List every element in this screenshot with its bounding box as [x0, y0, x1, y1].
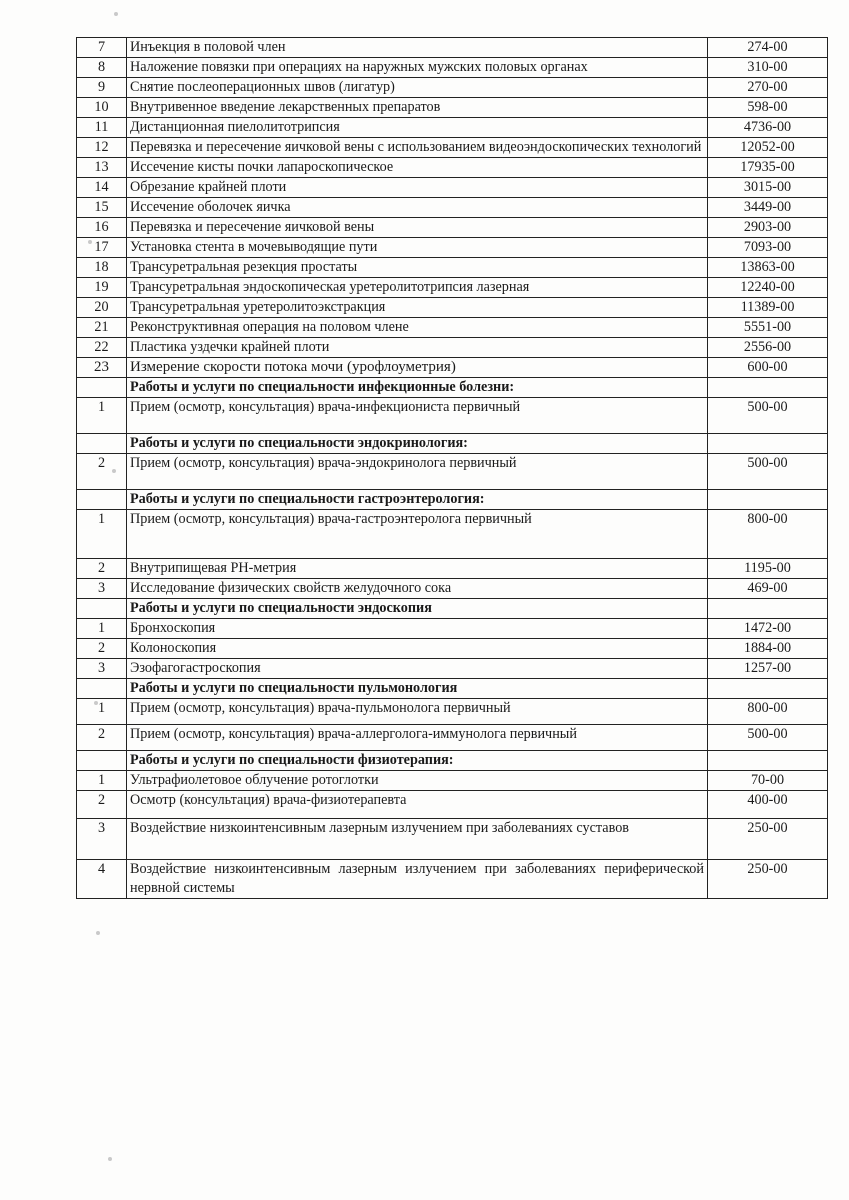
service-name: Пластика уздечки крайней плоти	[127, 338, 708, 358]
service-name: Трансуретральная уретеролитоэкстракция	[127, 298, 708, 318]
row-number: 1	[77, 771, 127, 791]
service-name: Иссечение оболочек яичка	[127, 198, 708, 218]
table-row	[77, 639, 828, 659]
service-name: Осмотр (консультация) врача-физиотерапевта	[127, 791, 708, 819]
service-name: Ультрафиолетовое облучение ротоглотки	[127, 771, 708, 791]
service-name: Эзофагогастроскопия	[127, 659, 708, 679]
row-number: 2	[77, 791, 127, 819]
section-title: Работы и услуги по специальности пульмонология	[127, 679, 708, 699]
table-row	[77, 358, 828, 378]
service-price	[708, 751, 828, 771]
row-number: 10	[77, 98, 127, 118]
service-price: 1884-00	[708, 639, 828, 659]
section-header-row	[77, 490, 828, 510]
table-row	[77, 725, 828, 751]
table-row	[77, 510, 828, 559]
section-header-row	[77, 751, 828, 771]
table-row	[77, 58, 828, 78]
section-title: Работы и услуги по специальности инфекционные болезни:	[127, 378, 708, 398]
service-name: Прием (осмотр, консультация) врача-инфекциониста первичный	[127, 398, 708, 434]
table-row	[77, 118, 828, 138]
table-row	[77, 659, 828, 679]
row-number	[77, 378, 127, 398]
service-name: Дистанционная пиелолитотрипсия	[127, 118, 708, 138]
table-row	[77, 699, 828, 725]
service-price: 250-00	[708, 819, 828, 860]
row-number: 11	[77, 118, 127, 138]
row-number: 2	[77, 559, 127, 579]
service-name: Перевязка и пересечение яичковой вены с использованием видеоэндоскопических технологий	[127, 138, 708, 158]
row-number: 13	[77, 158, 127, 178]
table-row	[77, 298, 828, 318]
table-row	[77, 398, 828, 434]
row-number: 1	[77, 619, 127, 639]
service-price	[708, 599, 828, 619]
table-row	[77, 218, 828, 238]
row-number: 15	[77, 198, 127, 218]
service-name: Воздействие низкоинтенсивным лазерным излучением при заболеваниях суставов	[127, 819, 708, 860]
service-name: Реконструктивная операция на половом члене	[127, 318, 708, 338]
service-name: Бронхоскопия	[127, 619, 708, 639]
table-row	[77, 198, 828, 218]
table-row	[77, 338, 828, 358]
row-number: 19	[77, 278, 127, 298]
service-price: 310-00	[708, 58, 828, 78]
service-price: 500-00	[708, 454, 828, 490]
service-price: 1472-00	[708, 619, 828, 639]
service-name: Прием (осмотр, консультация) врача-аллерголога-иммунолога первичный	[127, 725, 708, 751]
row-number: 1	[77, 398, 127, 434]
service-name: Внутрипищевая РН-метрия	[127, 559, 708, 579]
table-row	[77, 579, 828, 599]
section-header-row	[77, 599, 828, 619]
service-name: Измерение скорости потока мочи (урофлоуметрия)	[127, 358, 708, 378]
table-row	[77, 258, 828, 278]
section-header-row	[77, 378, 828, 398]
service-name: Прием (осмотр, консультация) врача-гастроэнтеролога первичный	[127, 510, 708, 559]
section-title: Работы и услуги по специальности гастроэнтерология:	[127, 490, 708, 510]
table-row	[77, 98, 828, 118]
scan-speck	[114, 12, 118, 16]
row-number	[77, 679, 127, 699]
section-title: Работы и услуги по специальности физиотерапия:	[127, 751, 708, 771]
service-price: 274-00	[708, 38, 828, 58]
service-price	[708, 378, 828, 398]
service-price: 800-00	[708, 510, 828, 559]
service-name: Колоноскопия	[127, 639, 708, 659]
row-number: 22	[77, 338, 127, 358]
service-price: 12052-00	[708, 138, 828, 158]
row-number: 2	[77, 725, 127, 751]
table-row	[77, 559, 828, 579]
section-title: Работы и услуги по специальности эндоскопия	[127, 599, 708, 619]
row-number: 18	[77, 258, 127, 278]
service-price: 11389-00	[708, 298, 828, 318]
table-row	[77, 860, 828, 899]
service-price: 469-00	[708, 579, 828, 599]
service-price: 12240-00	[708, 278, 828, 298]
service-name: Внутривенное введение лекарственных препаратов	[127, 98, 708, 118]
table-row	[77, 278, 828, 298]
row-number: 7	[77, 38, 127, 58]
row-number: 17	[77, 238, 127, 258]
service-price: 500-00	[708, 725, 828, 751]
row-number	[77, 599, 127, 619]
service-price: 2556-00	[708, 338, 828, 358]
service-name: Трансуретральная резекция простаты	[127, 258, 708, 278]
table-row	[77, 771, 828, 791]
service-name: Снятие послеоперационных швов (лигатур)	[127, 78, 708, 98]
price-table	[76, 37, 828, 899]
table-row	[77, 38, 828, 58]
row-number: 12	[77, 138, 127, 158]
service-name: Наложение повязки при операциях на наружных мужских половых органах	[127, 58, 708, 78]
service-price: 3449-00	[708, 198, 828, 218]
row-number: 23	[77, 358, 127, 378]
table-row	[77, 791, 828, 819]
section-header-row	[77, 434, 828, 454]
service-price	[708, 434, 828, 454]
service-price: 800-00	[708, 699, 828, 725]
scan-speck	[96, 931, 100, 935]
row-number: 8	[77, 58, 127, 78]
service-name: Установка стента в мочевыводящие пути	[127, 238, 708, 258]
table-row	[77, 158, 828, 178]
row-number: 1	[77, 510, 127, 559]
service-price: 4736-00	[708, 118, 828, 138]
table-row	[77, 619, 828, 639]
row-number: 3	[77, 819, 127, 860]
row-number: 3	[77, 659, 127, 679]
table-row	[77, 819, 828, 860]
service-price	[708, 490, 828, 510]
row-number: 21	[77, 318, 127, 338]
service-price: 5551-00	[708, 318, 828, 338]
table-row	[77, 178, 828, 198]
table-row	[77, 238, 828, 258]
row-number: 9	[77, 78, 127, 98]
service-price: 598-00	[708, 98, 828, 118]
section-header-row	[77, 679, 828, 699]
service-price	[708, 679, 828, 699]
service-name: Исследование физических свойств желудочного сока	[127, 579, 708, 599]
row-number: 20	[77, 298, 127, 318]
service-price: 400-00	[708, 791, 828, 819]
service-price: 1195-00	[708, 559, 828, 579]
service-price: 7093-00	[708, 238, 828, 258]
service-price: 270-00	[708, 78, 828, 98]
service-price: 70-00	[708, 771, 828, 791]
table-row	[77, 138, 828, 158]
table-row	[77, 318, 828, 338]
service-price: 17935-00	[708, 158, 828, 178]
service-price: 2903-00	[708, 218, 828, 238]
row-number: 14	[77, 178, 127, 198]
service-name: Воздействие низкоинтенсивным лазерным излучением при заболеваниях периферической нервной системы	[127, 860, 708, 899]
section-title: Работы и услуги по специальности эндокринология:	[127, 434, 708, 454]
table-row	[77, 454, 828, 490]
service-name: Инъекция в половой член	[127, 38, 708, 58]
service-name: Трансуретральная эндоскопическая уретеролитотрипсия лазерная	[127, 278, 708, 298]
scan-speck	[108, 1157, 112, 1161]
row-number: 16	[77, 218, 127, 238]
service-price: 500-00	[708, 398, 828, 434]
row-number: 2	[77, 639, 127, 659]
row-number: 2	[77, 454, 127, 490]
row-number	[77, 751, 127, 771]
row-number: 4	[77, 860, 127, 899]
service-price: 250-00	[708, 860, 828, 899]
service-name: Перевязка и пересечение яичковой вены	[127, 218, 708, 238]
service-name: Обрезание крайней плоти	[127, 178, 708, 198]
service-price: 600-00	[708, 358, 828, 378]
row-number	[77, 434, 127, 454]
service-price: 13863-00	[708, 258, 828, 278]
row-number: 3	[77, 579, 127, 599]
table-row	[77, 78, 828, 98]
row-number	[77, 490, 127, 510]
service-name: Прием (осмотр, консультация) врача-эндокринолога первичный	[127, 454, 708, 490]
service-price: 3015-00	[708, 178, 828, 198]
service-price: 1257-00	[708, 659, 828, 679]
row-number: 1	[77, 699, 127, 725]
service-name: Иссечение кисты почки лапароскопическое	[127, 158, 708, 178]
service-name: Прием (осмотр, консультация) врача-пульмонолога первичный	[127, 699, 708, 725]
